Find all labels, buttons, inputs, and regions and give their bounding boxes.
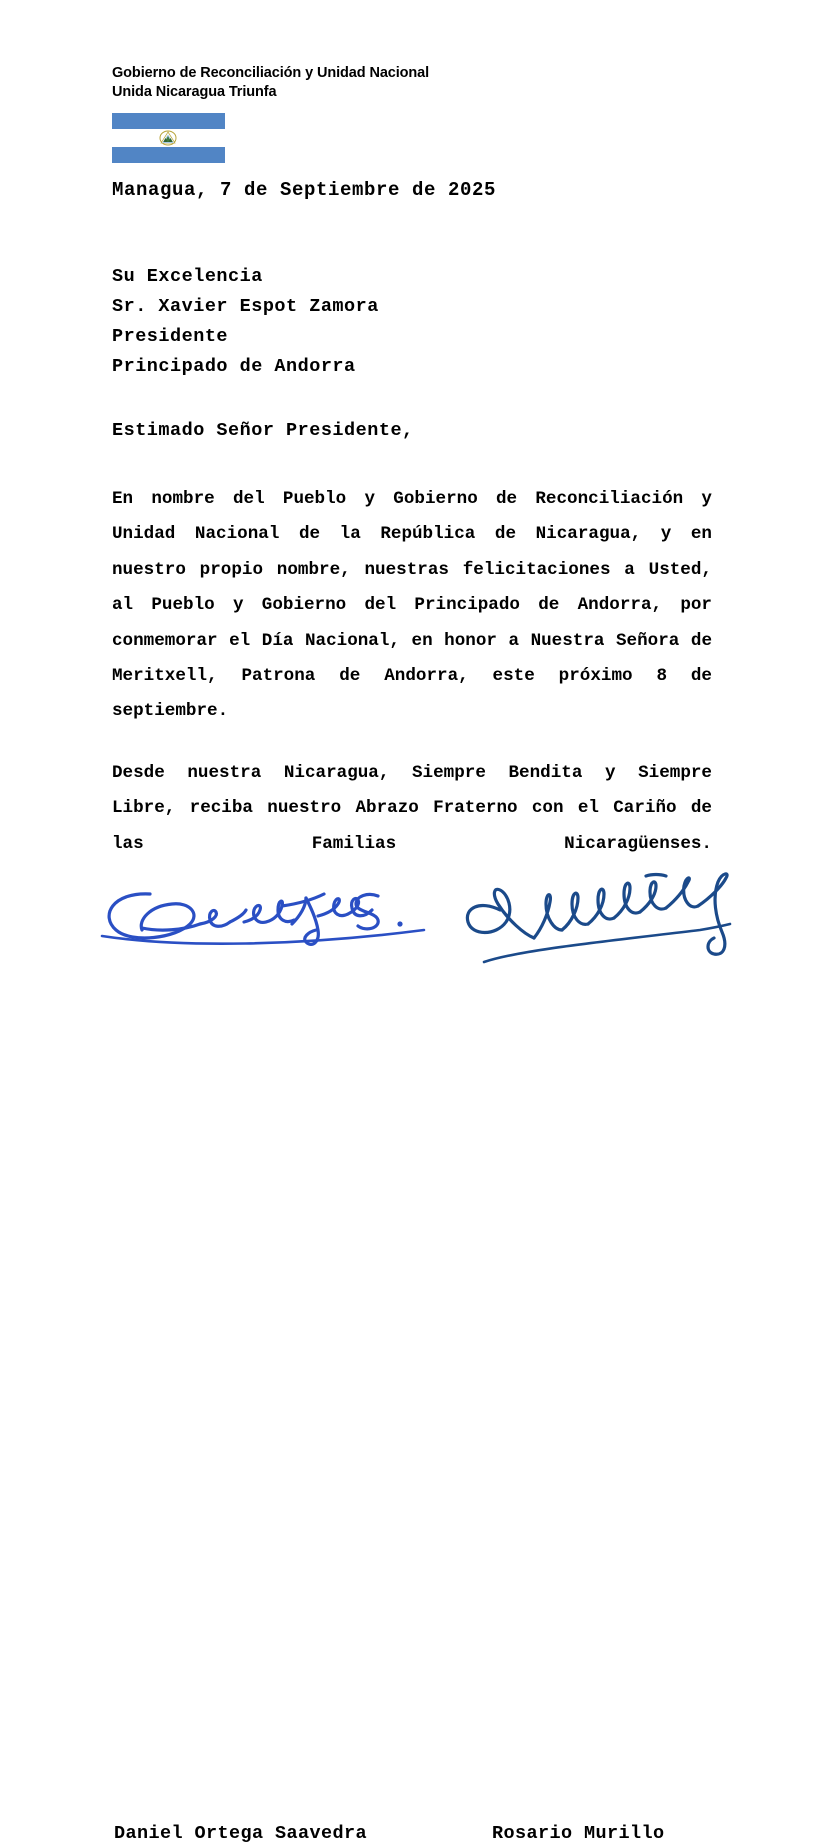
rosario-murillo-signature xyxy=(467,874,730,962)
body-paragraph-1: En nombre del Pueblo y Gobierno de Reconciliación y Unidad Nacional de la República de Nicaragua, y en nuestro propio nombre, nuestras felicitaciones a Usted, al Pueblo y Gobierno del Principado de Andorra, por conmemorar el Día Nacional, en honor a Nuestra Señora de Meritxell, Patrona de Andorra, este próximo 8 de septiembre. xyxy=(112,489,712,722)
flag-band-top xyxy=(112,113,225,129)
signature-block xyxy=(0,872,825,1844)
letterhead-line-2: Unida Nicaragua Triunfa xyxy=(112,84,277,100)
addressee-line-4: Principado de Andorra xyxy=(112,356,356,377)
daniel-ortega-signature xyxy=(102,894,424,944)
body-paragraph-2: Desde nuestra Nicaragua, Siempre Bendita y Siempre Libre, reciba nuestro Abrazo Fraterno con el Cariño de las Familias Nicaragüenses. xyxy=(112,763,712,854)
nicaragua-coat-of-arms-icon xyxy=(159,130,177,146)
addressee-line-3: Presidente xyxy=(112,326,229,347)
date-line: Managua, 7 de Septiembre de 2025 xyxy=(112,179,497,201)
signer-name-right: Rosario Murillo xyxy=(492,1823,665,1844)
salutation: Estimado Señor Presidente, xyxy=(112,420,414,441)
addressee-line-1: Su Excelencia xyxy=(112,266,263,287)
addressee-line-2: Sr. Xavier Espot Zamora xyxy=(112,296,379,317)
letterhead-line-1: Gobierno de Reconciliación y Unidad Nacional xyxy=(112,65,430,81)
flag-band-bottom xyxy=(112,147,225,163)
signatures-artwork xyxy=(0,872,825,982)
addressee-block xyxy=(112,262,379,382)
nicaragua-flag xyxy=(112,113,225,163)
signer-name-left: Daniel Ortega Saavedra xyxy=(114,1823,368,1844)
letterhead xyxy=(112,64,732,102)
